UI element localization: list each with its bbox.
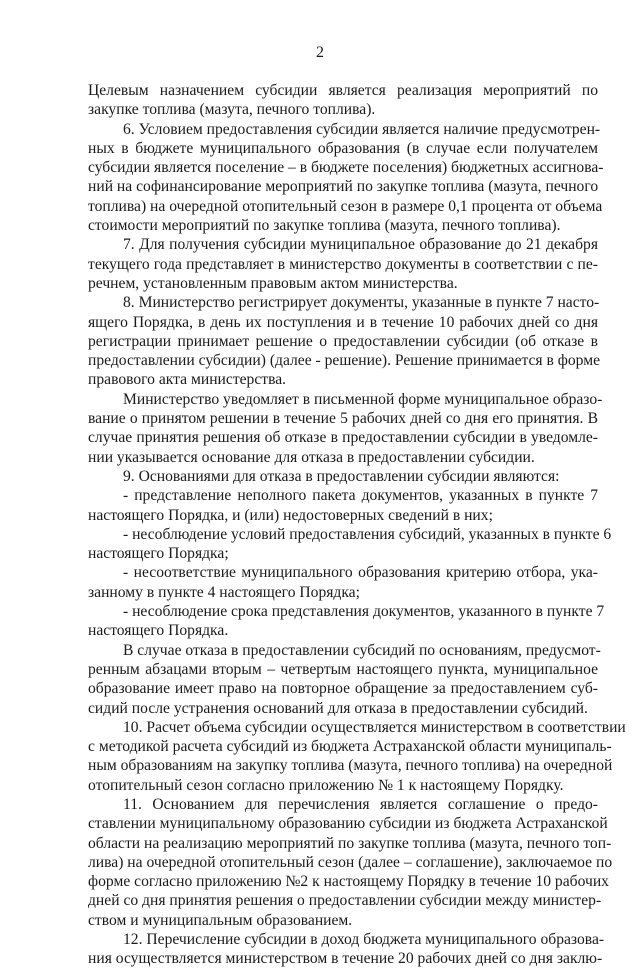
text-line: стоимости мероприятий по закупке топлива (мазута, печного топлива).: [88, 217, 561, 235]
text-line: топлива) на очередной отопительный сезон в размере 0,1 процента от объема: [88, 197, 603, 215]
text-line: 6. Условием предоставления субсидии является наличие предусмотрен-: [123, 120, 601, 138]
text-line: образование имеет право на повторное обращение за предоставлением суб-: [88, 680, 598, 698]
text-line: 12. Перечисление субсидии в доход бюджета муниципального образова-: [123, 931, 605, 949]
paragraph: [88, 525, 612, 564]
text-line: закупке топлива (мазута, печного топлива).: [88, 101, 376, 119]
text-line: дней со дня принятия решения о предоставлении субсидии между министер-: [88, 892, 602, 910]
paragraph: [88, 563, 598, 602]
text-line: отопительный сезон согласно приложению № 1 к настоящему Порядку.: [88, 776, 564, 794]
text-line: ящего Порядка, в день их поступления и в течение 10 рабочих дней со дня: [88, 313, 598, 331]
text-line: настоящего Порядка.: [88, 622, 229, 640]
paragraph: [88, 486, 598, 525]
text-line: форме согласно приложению №2 к настоящему Порядку в течение 10 рабочих: [88, 873, 609, 891]
document-body: [88, 81, 626, 969]
paragraph: [88, 930, 605, 969]
paragraph: [88, 718, 626, 795]
paragraph: [88, 120, 604, 236]
text-line: случае принятия решения об отказе в предоставлении субсидии в уведомле-: [88, 429, 598, 447]
paragraph: [88, 795, 613, 930]
paragraph: [88, 293, 601, 389]
page-number: 2: [316, 44, 324, 61]
text-line: ренным абзацами вторым – четвертым настоящего пункта, муниципальное: [88, 660, 598, 678]
text-line: области на реализацию мероприятий по закупке топлива (мазута, печного топ-: [88, 834, 612, 852]
text-line: В случае отказа в предоставлении субсидий по основаниям, предусмот-: [123, 641, 601, 659]
text-line: нии указывается основание для отказа в предоставлении субсидии.: [88, 448, 535, 466]
text-line: ным образованиям на закупку топлива (мазута, печного топлива) на очередной: [88, 757, 613, 775]
text-line: вание о принятом решении в течение 5 рабочих дней со дня его принятия. В: [88, 410, 598, 428]
text-line: правового акта министерства.: [88, 371, 287, 389]
text-line: настоящего Порядка, и (или) недостоверных сведений в них;: [88, 506, 493, 524]
paragraph: [88, 641, 601, 718]
text-line: занному в пункте 4 настоящего Порядка;: [88, 583, 360, 601]
paragraph: [88, 235, 598, 293]
text-line: ний на софинансирование мероприятий по закупке топлива (мазута, печного: [88, 178, 599, 196]
text-line: ных в бюджете муниципального образования (в случае если получателем: [88, 139, 598, 157]
text-line: 10. Расчет объема субсидии осуществляется министерством в соответствии: [123, 718, 626, 736]
text-line: регистрации принимает решение о предоставлении субсидии (об отказе в: [88, 332, 598, 350]
text-line: текущего года представляет в министерство документы в соответствии с пе-: [88, 255, 598, 273]
paragraph: [88, 602, 605, 641]
text-line: лива) на очередной отопительный сезон (далее – соглашение), заключаемое по: [88, 853, 613, 871]
paragraph: [88, 390, 603, 467]
text-line: 7. Для получения субсидии муниципальное образование до 21 декабря: [123, 236, 598, 254]
text-line: - несоблюдение срока представления документов, указанного в пункте 7: [123, 603, 605, 621]
text-line: ством и муниципальным образованием.: [88, 911, 353, 929]
text-line: - несоответствие муниципального образования критерию отбора, ука-: [123, 564, 598, 582]
text-line: 9. Основаниями для отказа в предоставлении субсидии являются:: [123, 467, 560, 485]
text-line: настоящего Порядка;: [88, 545, 229, 563]
text-line: предоставлении субсидии) (далее - решение). Решение принимается в форме: [88, 352, 601, 370]
text-line: Министерство уведомляет в письменной форме муниципальное образо-: [123, 390, 603, 408]
text-line: - представление неполного пакета документов, указанных в пункте 7: [123, 487, 598, 505]
paragraph: [88, 81, 598, 120]
text-line: субсидии является поселение – в бюджете поселения) бюджетных ассигнова-: [88, 159, 604, 177]
text-line: ставлении муниципальному образованию субсидии из бюджета Астраханской: [88, 815, 608, 833]
text-line: 8. Министерство регистрирует документы, указанные в пункте 7 насто-: [123, 294, 600, 312]
text-line: Целевым назначением субсидии является реализация мероприятий по: [88, 82, 598, 99]
text-line: - несоблюдение условий предоставления субсидий, указанных в пункте 6: [123, 525, 612, 543]
text-line: речнем, установленным правовым актом министерства.: [88, 274, 458, 292]
text-line: 11. Основанием для перечисления является соглашение о предо-: [123, 795, 598, 813]
text-line: сидий после устранения оснований для отказа в предоставлении субсидий.: [88, 699, 588, 717]
text-line: ния осуществляется министерством в течение 20 рабочих дней со дня заклю-: [88, 950, 603, 968]
paragraph: [88, 467, 598, 486]
text-line: с методикой расчета субсидий из бюджета Астраханской области муниципаль-: [88, 738, 612, 756]
